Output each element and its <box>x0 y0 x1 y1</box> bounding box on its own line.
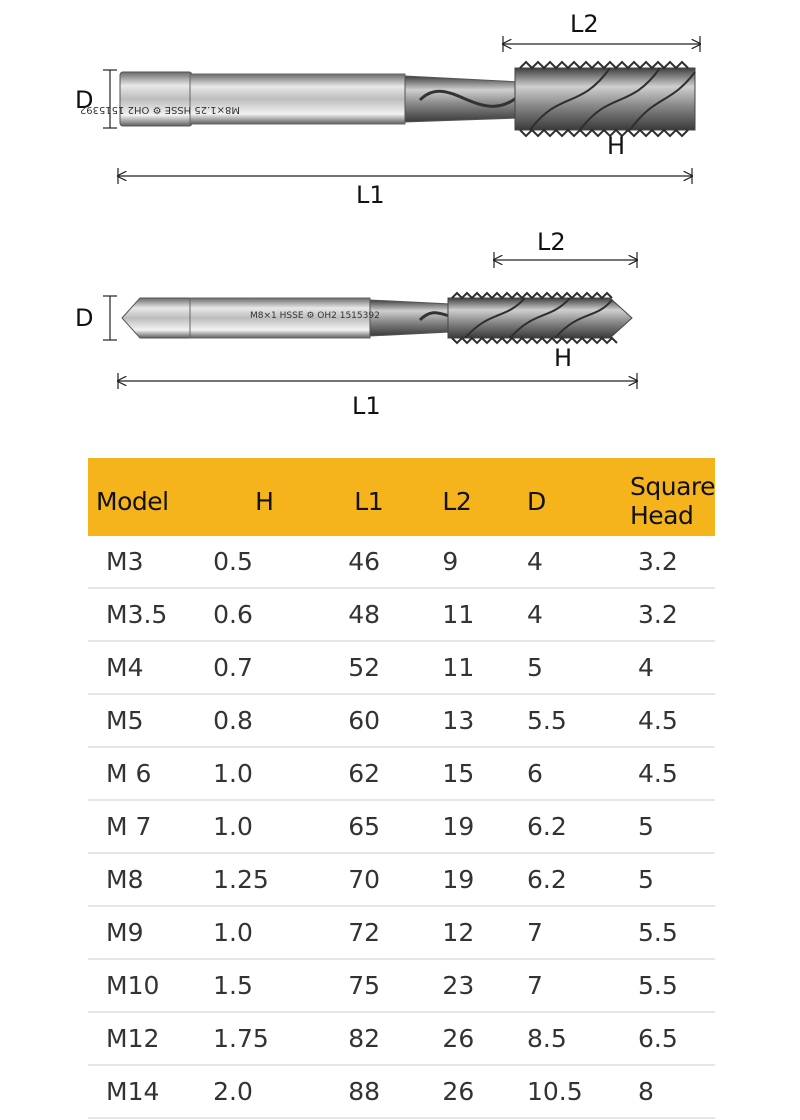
cell-d: 5.5 <box>527 694 630 747</box>
cell-h: 1.75 <box>213 1012 348 1065</box>
cell-model: M 6 <box>88 747 213 800</box>
cell-l2: 12 <box>442 906 527 959</box>
table-row <box>88 1012 715 1065</box>
cell-h: 1.25 <box>213 853 348 906</box>
table-row <box>88 588 715 641</box>
cell-square-head: 5.5 <box>630 959 715 1012</box>
table-row <box>88 906 715 959</box>
tap-illustrations <box>0 0 800 440</box>
bottom-h-label: H <box>554 344 573 372</box>
top-tap-engraving: M8×1.25 HSSE ⚙ OH2 1515392 <box>79 104 240 115</box>
cell-l2: 26 <box>442 1065 527 1118</box>
table-row <box>88 959 715 1012</box>
cell-l2: 19 <box>442 853 527 906</box>
cell-square-head: 3.2 <box>630 588 715 641</box>
cell-square-head: 5 <box>630 800 715 853</box>
cell-model: M9 <box>88 906 213 959</box>
cell-model: M3.5 <box>88 588 213 641</box>
cell-square-head: 4.5 <box>630 747 715 800</box>
tap-spec-table <box>88 458 715 1119</box>
cell-h: 0.7 <box>213 641 348 694</box>
cell-square-head: 5.5 <box>630 906 715 959</box>
table-row <box>88 853 715 906</box>
cell-model: M 7 <box>88 800 213 853</box>
cell-d: 4 <box>527 536 630 588</box>
cell-d: 4 <box>527 588 630 641</box>
cell-h: 0.5 <box>213 536 348 588</box>
cell-model: M8 <box>88 853 213 906</box>
cell-l2: 26 <box>442 1012 527 1065</box>
bottom-tap <box>122 293 632 343</box>
cell-d: 7 <box>527 959 630 1012</box>
table-row <box>88 694 715 747</box>
table-row <box>88 800 715 853</box>
header-square-head: Square Head <box>630 458 715 536</box>
cell-model: M10 <box>88 959 213 1012</box>
cell-l2: 9 <box>442 536 527 588</box>
table-body <box>88 536 715 1118</box>
header-model: Model <box>88 458 213 536</box>
cell-model: M12 <box>88 1012 213 1065</box>
cell-h: 1.0 <box>213 800 348 853</box>
cell-h: 0.6 <box>213 588 348 641</box>
cell-square-head: 4 <box>630 641 715 694</box>
cell-l1: 72 <box>348 906 442 959</box>
cell-square-head: 6.5 <box>630 1012 715 1065</box>
cell-d: 6 <box>527 747 630 800</box>
cell-h: 1.5 <box>213 959 348 1012</box>
cell-h: 1.0 <box>213 747 348 800</box>
top-h-label: H <box>607 132 626 160</box>
cell-l1: 46 <box>348 536 442 588</box>
cell-h: 1.0 <box>213 906 348 959</box>
top-l2-label: L2 <box>570 10 599 38</box>
top-l1-label: L1 <box>356 181 385 209</box>
cell-model: M14 <box>88 1065 213 1118</box>
table-row <box>88 747 715 800</box>
cell-l1: 88 <box>348 1065 442 1118</box>
cell-l1: 65 <box>348 800 442 853</box>
cell-square-head: 4.5 <box>630 694 715 747</box>
cell-l2: 23 <box>442 959 527 1012</box>
bottom-l2-label: L2 <box>537 228 566 256</box>
cell-d: 6.2 <box>527 853 630 906</box>
cell-d: 10.5 <box>527 1065 630 1118</box>
tap-dimension-diagram <box>0 0 800 440</box>
cell-l1: 52 <box>348 641 442 694</box>
cell-l1: 82 <box>348 1012 442 1065</box>
header-l2: L2 <box>442 458 527 536</box>
header-d: D <box>527 458 630 536</box>
cell-model: M4 <box>88 641 213 694</box>
cell-model: M3 <box>88 536 213 588</box>
cell-d: 5 <box>527 641 630 694</box>
cell-model: M5 <box>88 694 213 747</box>
cell-h: 0.8 <box>213 694 348 747</box>
cell-square-head: 3.2 <box>630 536 715 588</box>
header-h: H <box>213 458 348 536</box>
cell-l2: 13 <box>442 694 527 747</box>
bottom-tap-engraving: M8×1 HSSE ⚙ OH2 1515392 <box>250 311 380 321</box>
cell-square-head: 5 <box>630 853 715 906</box>
cell-l1: 70 <box>348 853 442 906</box>
bottom-l1-label: L1 <box>352 392 381 420</box>
cell-l2: 19 <box>442 800 527 853</box>
cell-l2: 11 <box>442 588 527 641</box>
top-d-label: D <box>75 86 94 114</box>
table-row <box>88 536 715 588</box>
table-row <box>88 1065 715 1118</box>
cell-d: 7 <box>527 906 630 959</box>
bottom-d-label: D <box>75 304 94 332</box>
cell-l1: 48 <box>348 588 442 641</box>
header-l1: L1 <box>348 458 442 536</box>
cell-l2: 15 <box>442 747 527 800</box>
cell-l1: 60 <box>348 694 442 747</box>
cell-l1: 62 <box>348 747 442 800</box>
cell-square-head: 8 <box>630 1065 715 1118</box>
cell-d: 6.2 <box>527 800 630 853</box>
table-header-row <box>88 458 715 536</box>
cell-h: 2.0 <box>213 1065 348 1118</box>
cell-d: 8.5 <box>527 1012 630 1065</box>
top-tap <box>80 62 695 136</box>
table-row <box>88 641 715 694</box>
cell-l1: 75 <box>348 959 442 1012</box>
cell-l2: 11 <box>442 641 527 694</box>
